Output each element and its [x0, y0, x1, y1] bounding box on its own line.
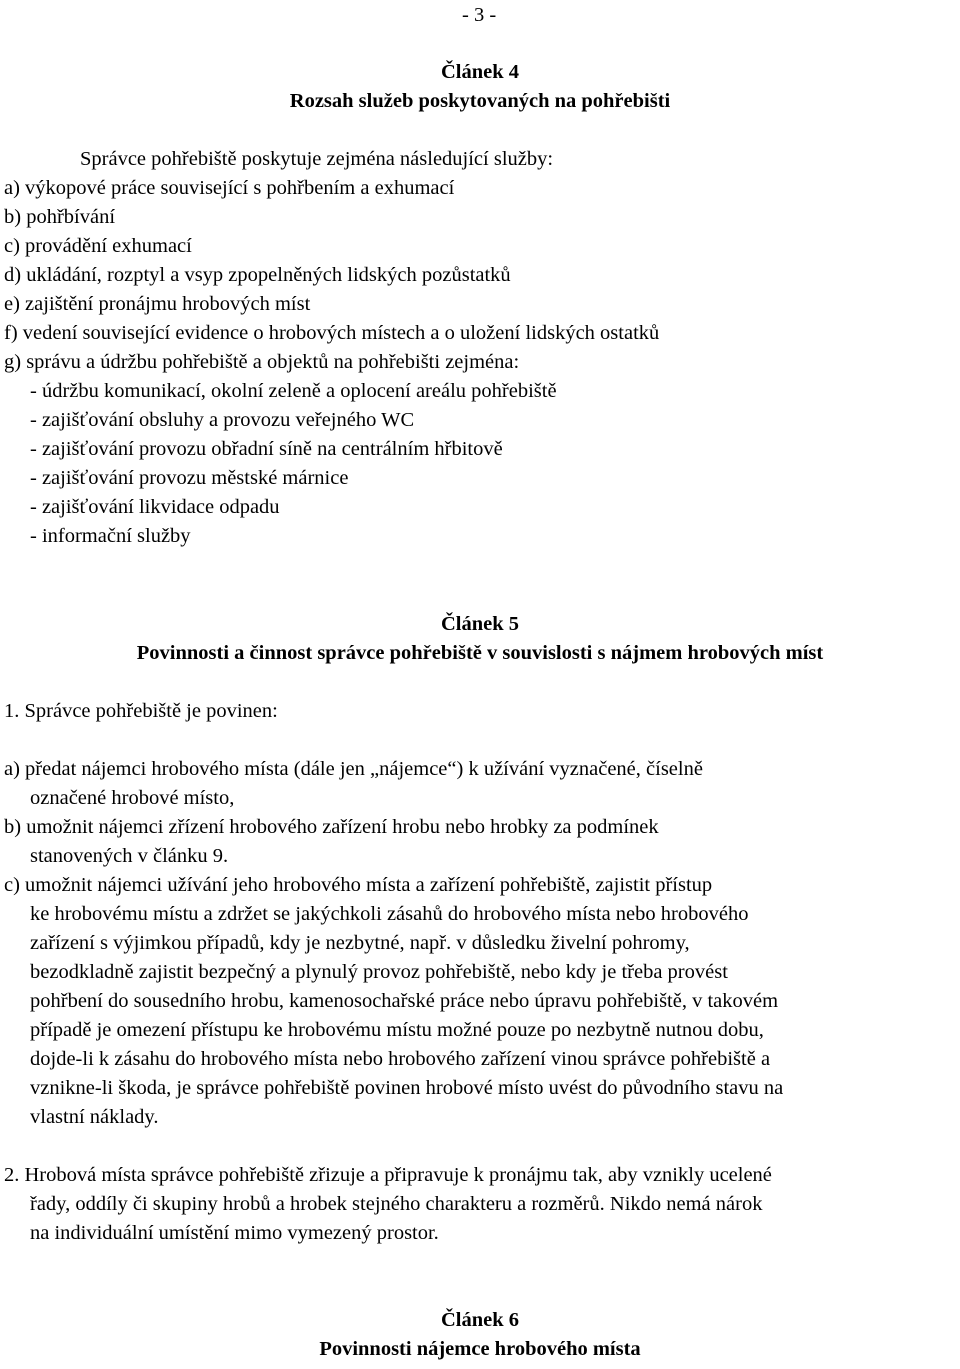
- duty-c-line: c) umožnit nájemci užívání jeho hrobového místa a zařízení pohřebiště, zajistit přístup: [4, 874, 713, 896]
- duty-b-line: stanovených v článku 9.: [30, 845, 229, 867]
- duty-c-line: vznikne-li škoda, je správce pohřebiště povinen hrobové místo uvést do původního stavu na: [30, 1077, 784, 1099]
- article-4-title: Rozsah služeb poskytovaných na pohřebišti: [289, 90, 671, 112]
- maintenance-subitem: - zajišťování obsluhy a provozu veřejného WC: [30, 409, 415, 431]
- service-item-d: d) ukládání, rozptyl a vsyp zpopelněných lidských pozůstatků: [4, 264, 511, 286]
- maintenance-subitem: - údržbu komunikací, okolní zeleně a oplocení areálu pohřebiště: [30, 380, 557, 402]
- page-number: - 3 -: [462, 4, 497, 26]
- article-4-intro: Správce pohřebiště poskytuje zejména následující služby:: [80, 148, 554, 170]
- service-item-f: f) vedení související evidence o hrobových místech a o uložení lidských ostatků: [4, 322, 660, 344]
- duty-c-line: zařízení s výjimkou případů, kdy je nezbytné, např. v důsledku živelní pohromy,: [30, 932, 690, 954]
- duty-c-line: bezodkladně zajistit bezpečný a plynulý provoz pohřebiště, nebo kdy je třeba provést: [30, 961, 728, 983]
- paragraph-2-line: řady, oddíly či skupiny hrobů a hrobek stejného charakteru a rozměrů. Nikdo nemá nárok: [30, 1193, 763, 1215]
- paragraph-2-line: 2. Hrobová místa správce pohřebiště zřizuje a připravuje k pronájmu tak, aby vznikly ucelené: [4, 1164, 772, 1186]
- article-6-title: Povinnosti nájemce hrobového místa: [319, 1338, 641, 1360]
- duty-a-line: označené hrobové místo,: [30, 787, 235, 809]
- article-6-heading: Článek 6: [440, 1309, 520, 1331]
- paragraph-1-intro: 1. Správce pohřebiště je povinen:: [4, 700, 278, 722]
- article-5-heading: Článek 5: [440, 613, 520, 635]
- service-item-a: a) výkopové práce související s pohřbením a exhumací: [4, 177, 455, 199]
- duty-c-line: pohřbení do sousedního hrobu, kamenosochařské práce nebo úpravu pohřebiště, v takovém: [30, 990, 779, 1012]
- service-item-g: g) správu a údržbu pohřebiště a objektů na pohřebišti zejména:: [4, 351, 520, 373]
- maintenance-subitem: - informační služby: [30, 525, 191, 547]
- maintenance-subitem: - zajišťování provozu obřadní síně na centrálním hřbitově: [30, 438, 503, 460]
- duty-a-line: a) předat nájemci hrobového místa (dále jen „nájemce“) k užívání vyznačené, číselně: [4, 758, 703, 780]
- service-item-c: c) provádění exhumací: [4, 235, 192, 257]
- duty-c-line: případě je omezení přístupu ke hrobovému místu možné pouze po nezbytně nutnou dobu,: [30, 1019, 764, 1041]
- duty-c-line: vlastní náklady.: [30, 1106, 159, 1128]
- duty-b-line: b) umožnit nájemci zřízení hrobového zařízení hrobu nebo hrobky za podmínek: [4, 816, 659, 838]
- maintenance-subitem: - zajišťování provozu městské márnice: [30, 467, 349, 489]
- duty-c-line: ke hrobovému místu a zdržet se jakýchkoli zásahů do hrobového místa nebo hrobového: [30, 903, 749, 925]
- article-4-heading: Článek 4: [440, 61, 520, 83]
- paragraph-2-line: na individuální umístění mimo vymezený prostor.: [30, 1222, 439, 1244]
- article-5-title: Povinnosti a činnost správce pohřebiště v souvislosti s nájmem hrobových míst: [136, 642, 824, 664]
- duty-c-line: dojde-li k zásahu do hrobového místa nebo hrobového zařízení vinou správce pohřebiště a: [30, 1048, 771, 1070]
- service-item-b: b) pohřbívání: [4, 206, 116, 228]
- service-item-e: e) zajištění pronájmu hrobových míst: [4, 293, 311, 315]
- maintenance-subitem: - zajišťování likvidace odpadu: [30, 496, 280, 518]
